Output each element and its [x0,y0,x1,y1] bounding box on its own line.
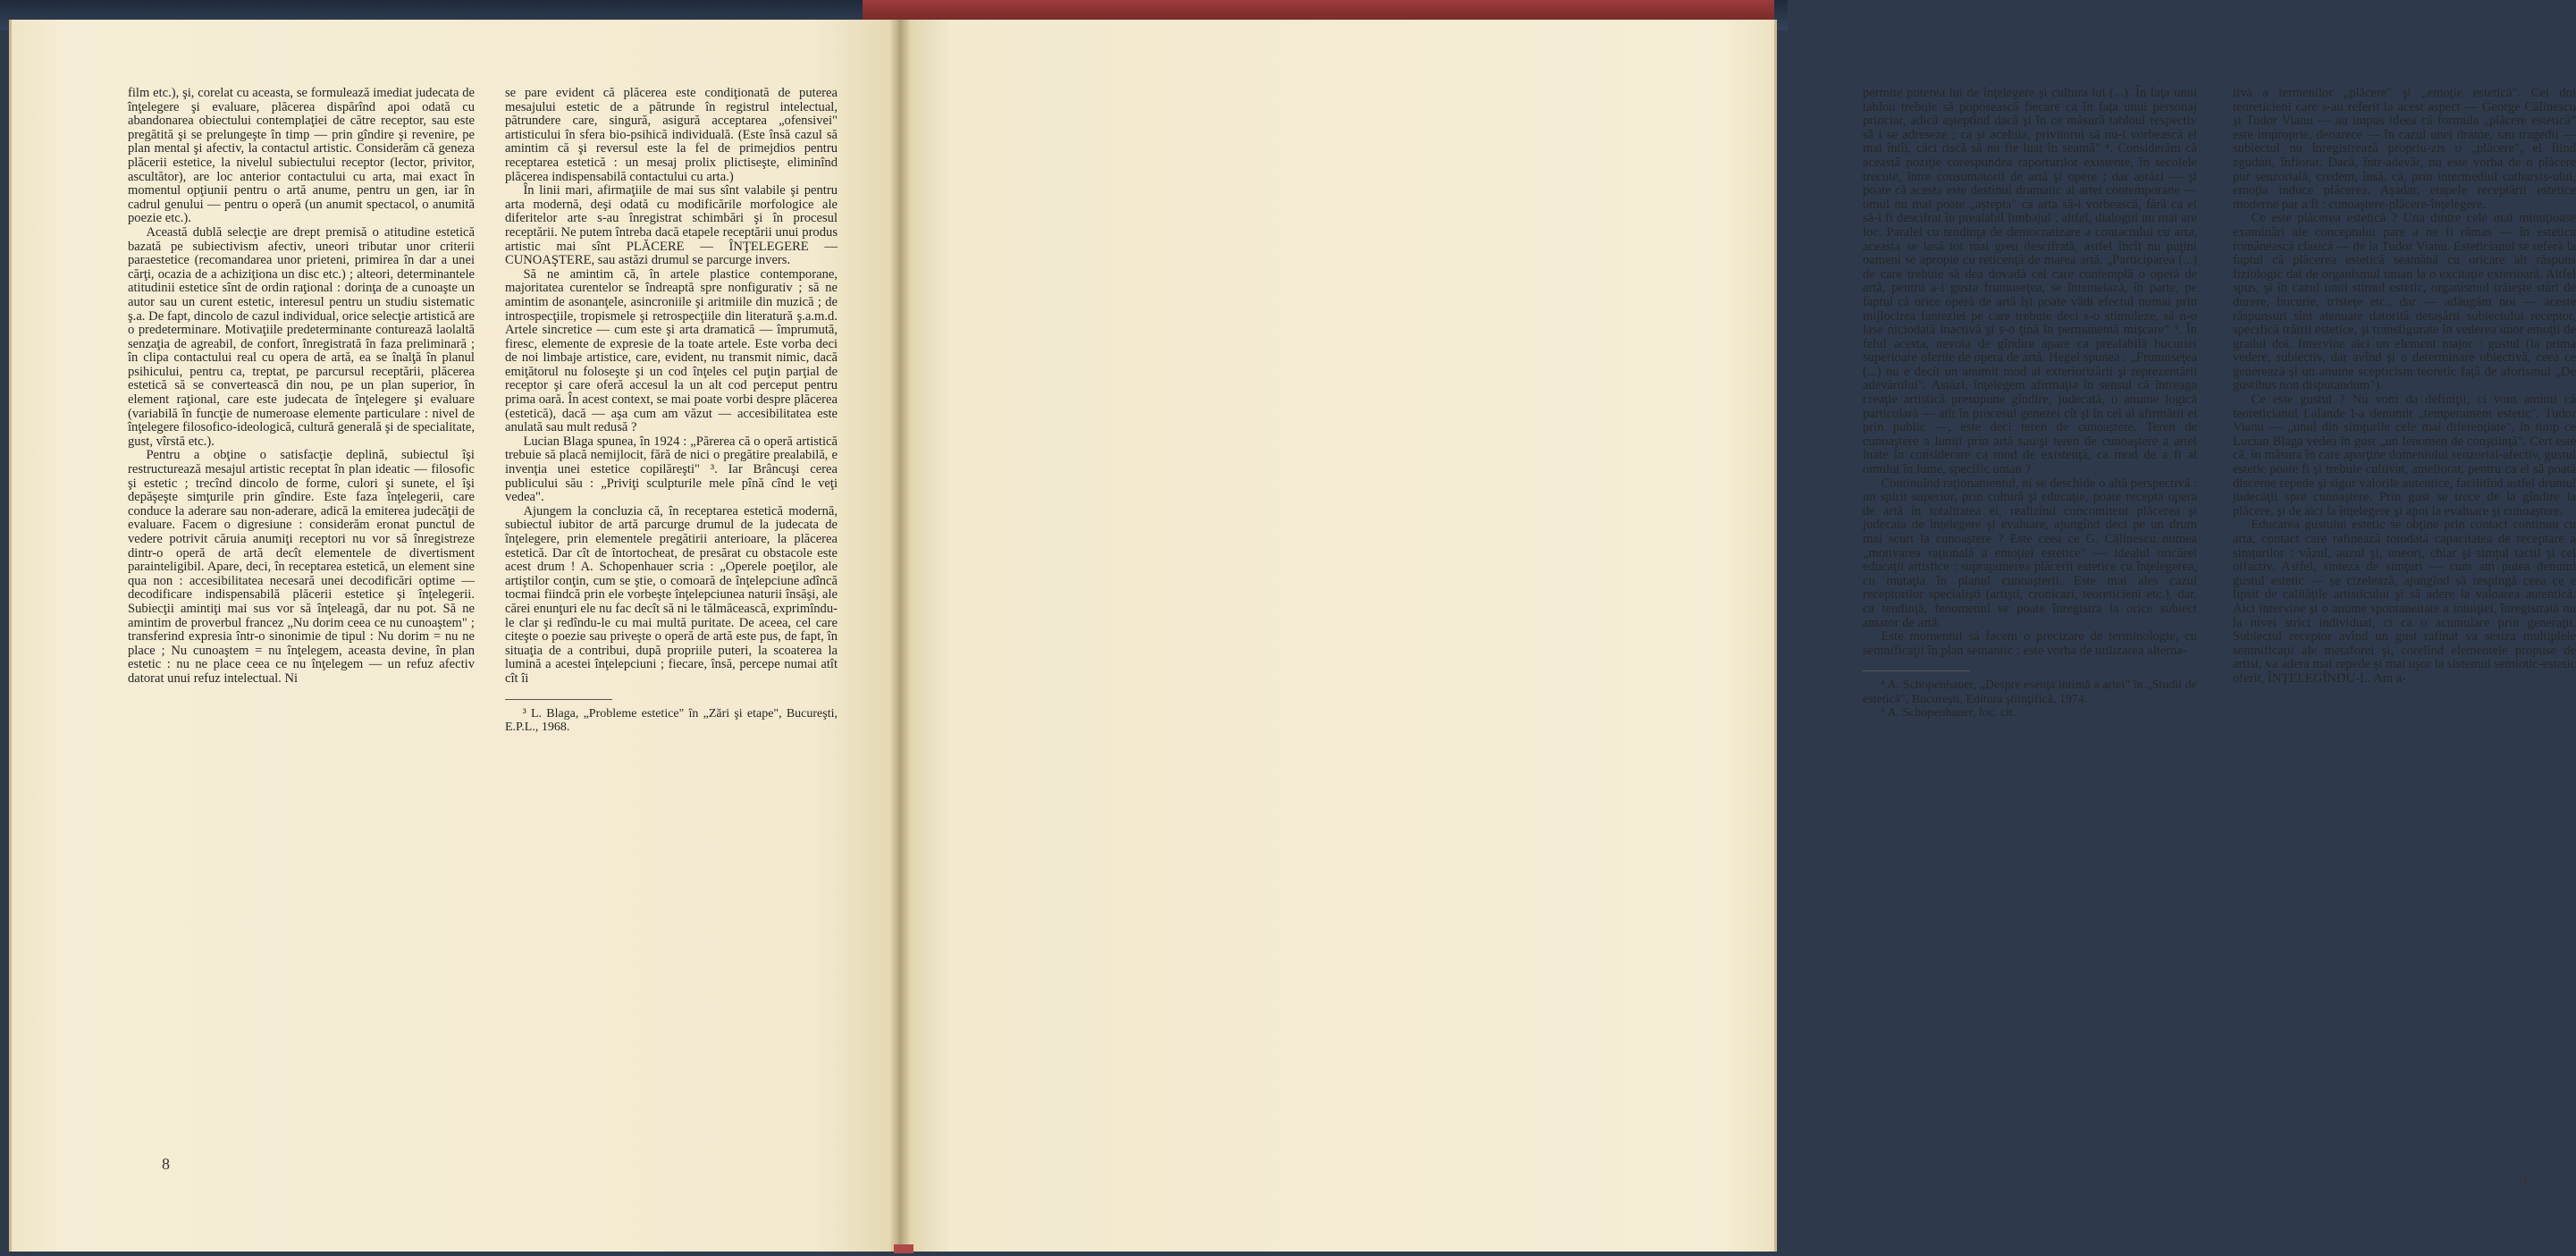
paragraph: Continuînd raţionamentul, ni se deschide o altă perspectivă : un spirit superior, prin cultură şi educaţie, poate recepta opera de artă în totalitatea ei, realizînd concomitent plăcerea şi judecata de înţelegere şi evaluare, ajungînd deci pe un drum mai scurt la cunoaştere ? Este ceea ce G. Călinescu numea „motivarea raţională a emoţiei estetice" — idealul oricărei educaţii artistice : suprapunerea plăcerii estetice cu înţelegerea, cu mutaţia în planul cunoaşterii. Este mai ales cazul receptorilor specialişti (artişti, cronicari, teoreticieni etc.), dar, ca tendinţă, fenomenul se poate înregistra la orice subiect amator de artă. [1863,476,2197,630]
paragraph: tivă a termenilor „plăcere" şi „emoţie estetică". Cei doi teoreticieni care s-au referit la acest aspect — George Călinescu şi Tudor Vianu — au impus ideea că formula „plăcere estetică" este improprie, deoarece — în cazul unei drame, sau tragedii — subiectul nu înregistrează propriu-zis o „plăcere", el fiind zguduit, înfiorat. Dacă, într-adevăr, nu este vorba de o plăcere pur senzorială, credem, însă, că, prin intermediul catharsis-ului, emoţia induce plăcerea. Aşadar, etapele receptării estetice moderne par a fi : cunoaştere-plăcere-înţelegere. [2233,86,2576,212]
right-column-2 [2233,87,2576,687]
left-column-1 [128,87,475,687]
paragraph: În linii mari, afirmaţiile de mai sus sînt valabile şi pentru arta modernă, deşi odată cu modificările morfologice ale diferitelor arte s-au înregistrat schimbări şi în procesul receptării. Ne putem întreba dacă etapele receptării unui produs artistic mai sînt PLĂCERE — ÎNŢELEGERE — CUNOAŞTERE, sau astăzi drumul se parcurge invers. [505,183,838,268]
paragraph: Ce este gustul ? Nu vom da definiţii, ci vom aminti că teoreticianul Lalande l-a denumit „temperament estetic". Tudor Vianu — „unul din simţurile cele mai diferenţiate", în timp ce Lucian Blaga vedea în gust „un fenomen de conştiinţă". Cert este că, în măsura în care aparţine domeniului senzorial-afectiv, gustul estetic poate fi şi trebuie cultivat, ameliorat, pentru ca el să poată discerne repede şi sigur valorile autentice, facilitînd astfel drumul judecăţii spre cunoaştere. Prin gust se trece de la gîndire la plăcere, şi de aici la înţelegere şi apoi la evaluare şi cunoaştere. [2233,392,2576,518]
paragraph: permite puterea lui de înţelegere şi cultura lui (...). În faţa unui tablou trebuie să poposească fiecare ca în faţa unui personaj princiar, adică aşteptînd dacă şi în ce măsură tabloul respectiv să i se adreseze ; ca şi aceluia, privitorul să nu-i vorbească el mai întîi, căci riscă să nu fie luat în seamă" ⁴. Considerăm că această poziţie corespundea raporturilor existente, în secolele trecute, între consumatorii de artă şi opere ; dar astăzi — şi poate că acesta este destinul dramatic al artei contemporane — omul nu mai poate „aştepta" ca arta să-i vorbească, fără ca el să-i fi descifrat în prealabil limbajul ; altfel, dialogul nu mai are loc. Paralel cu tendinţa de democratizare a contactului cu arta, aceasta se lasă tot mai greu descifrată, astfel încît nu puţini oameni se apropie cu reticenţă de marea artă. „Participarea (...) de care trebuie să dea dovadă cel care contemplă o operă de artă, pentru a-i gusta frumuseţea, se întemeiază, în parte, pe faptul că orice operă de artă îşi poate vădi efectul numai prin mijlocirea fanteziei pe care trebuie deci s-o stimuleze, să n-o lase niciodată inactivă şi s-o ţină în permanentă mişcare" ⁵. În felul acesta, nevoia de gîndire apare ca prealabilă bucuriei superioare oferite de opera de artă. Hegel spunea : „Frumuseţea (...) nu e decît un anumit mod al exteriorizării şi reprezentării adevărului". Astăzi, înţelegem afirmaţia în sensul că întreaga creaţie artistică presupune gîndire, judecată, o anume logică particulară — atît în procesul genezei cît şi în cel al afirmării ei prin public —, este deci teren de cunoaştere. Teren de cunoaştere a lumii prin artă sau/şi teren de cunoaştere a artei luate în considerare ca mod de existenţă, ca mod de a fi al omului în lume, specific uman ? [1863,86,2197,477]
left-page [9,20,901,1252]
paragraph: Lucian Blaga spunea, în 1924 : „Părerea că o operă artistică trebuie să placă nemijlocit, fără de nici o pregătire prealabilă, e invenţia unei estetice copilăreşti" ³. Iar Brâncuşi cerea publicului său : „Priviţi sculpturile mele pînă cînd le veţi vedea". [505,434,838,505]
page-number-left: 8 [162,1155,170,1173]
footnote: ⁴ A. Schopenhauer, „Despre esenţa intimă a artei" în „Studii de estetică", Bucureşti, Editura ştiinţifică, 1974. [1863,679,2197,706]
footnote-rule [1863,670,1970,671]
paragraph: Este momentul să facem o precizare de terminologie, cu semnificaţii în plan semantic : este vorba de utilizarea alterna- [1863,629,2197,658]
footnote-rule [505,699,612,700]
book-gutter [889,20,911,1252]
open-book [9,20,2576,1253]
book-cover-red-edge [863,0,1774,20]
paragraph: Să ne amintim că, în artele plastice contemporane, majoritatea curentelor se îndreaptă spre nonfigurativ ; să ne amintim de asonanţele, asincroniile şi aritmiile din muzică ; de introspecţiile, tropismele şi retrospecţiile din literatură ş.a.m.d. Artele sincretice — cum este şi arta dramatică — împrumută, firesc, elemente de expresie de la toate artele. Este vorba deci de noi limbaje artistice, care, evident, nu transmit nimic, dacă emiţătorul nu foloseşte şi un cod înţeles cel puţin parţial de receptor şi care oferă accesul la un alt cod perceput pentru prima oară. În acest context, se mai poate vorbi despre plăcerea (estetică), dacă — aşa cum am văzut — accesibilitatea este anulată sau mult redusă ? [505,266,838,435]
page-number-right: 9 [2519,1173,2527,1191]
paragraph: Această dublă selecţie are drept premisă o atitudine estetică bazată pe subiectivism afectiv, uneori tributar unor criterii paraestetice (recomandarea unor prieteni, primirea în dar a unei cărţi, ocazia de a achiziţiona un disc etc.) ; alteori, determinantele atitudinii estetice sînt de ordin raţional : dorinţa de a cunoaşte un autor sau un curent estetic, interesul pentru un studiu sistematic ş.a. De fapt, dincolo de cazul individual, orice selecţie artistică are o predeterminare. Motivaţiile predeterminante conturează laolaltă senzaţia de agreabil, de confort, înregistrată în faza preliminară ; în clipa contactului real cu opera de artă, ea se înalţă în planul psihicului, pentru ca, treptat, pe parcursul receptării, plăcerea estetică să se convertească din nou, pe un plan superior, în element raţional, care este judecata de înţelegere şi evaluare (variabilă în funcţie de numeroase elemente particulare : nivel de înţelegere filosofico-ideologică, cultură generală şi de specialitate, gust, vîrstă etc.). [128,224,475,449]
right-column-1 [1863,87,2197,721]
footnote: ³ L. Blaga, „Probleme estetice" în „Zări şi etape", Bucureşti, E.P.L., 1968. [505,706,838,735]
paragraph: Ajungem la concluzia că, în receptarea estetică modernă, subiectul iubitor de artă parcurge drumul de la judecata de înţelegere, prin elementele pregătirii anterioare, la plăcerea estetică. Dar cît de întortocheat, de presărat cu obstacole este acest drum ! A. Schopenhauer scria : „Operele poeţilor, ale artiştilor conţin, cum se ştie, o comoară de înţelepciune adîncă tocmai fiindcă prin ele vorbeşte înţelepciunea naturii însăşi, ale cărei enunţuri ele nu fac decît să ni le tălmăcească, exprimîndu-le clar şi redîndu-le cu mai multă puritate. De aceea, cel care citeşte o poezie sau priveşte o operă de artă este pus, de fapt, în situaţia de a contribui, după propriile puteri, la scoaterea la lumină a acestei înţelepciuni ; fiecare, însă, percepe numai atît cît îi [505,503,838,686]
right-page [899,20,2576,1252]
paragraph: film etc.), şi, corelat cu aceasta, se formulează imediat judecata de înţelegere şi evaluare, plăcerea dispărînd apoi odată cu abandonarea obiectului contemplaţiei de către receptor, sau este pregătită şi se prelungeşte în timp — prin gîndire şi revenire, pe plan mental şi afectiv, la contactul artistic. Considerăm că geneza plăcerii estetice, la nivelul subiectului receptor (lector, privitor, ascultător), are loc anterior contactului cu arta, mai exact în momentul opţiunii pentru o artă anume, pentru un gen, iar în cadrul genului — pentru o operă (un anumit spectacol, o anumită poezie etc.). [128,86,475,226]
footnote: ⁵ A. Schopenhauer, loc. cit. [1880,706,2016,721]
paragraph: Pentru a obţine o satisfacţie deplină, subiectul îşi restructurează mesajul artistic receptat în plan ideatic — filosofic şi estetic ; trecînd dincolo de forme, culori şi sunete, el îşi depăşeşte simţurile prin gîndire. Este faza înţelegerii, care conduce la aderare sau non-aderare, adică la emiterea judecăţii de evaluare. Facem o digresiune : considerăm eronat punctul de vedere potrivit căruia anumiţi receptori nu vor să înregistreze dintr-o operă de artă decît elementele de divertisment parainteligibil. Apare, deci, în receptarea estetică, un element sine qua non : accesibilitatea necesară unei decodificări optime — decodificare indispensabilă plăcerii estetice şi înţelegerii. Subiecţii amintiţi mai sus vor să înţeleagă, dar nu pot. Să ne amintim de proverbul francez „Nu dorim ceea ce nu cunoaştem" ; transferind expresia într-o sinonimie de tipul : Nu dorim = nu ne place ; Nu cunoaştem = nu înţelegem, aceasta devine, în plan estetic : nu ne place ceea ce nu înţelegem — un refuz afectiv datorat unui refuz intelectual. Ni [128,448,475,686]
paragraph: se pare evident că plăcerea este condiţionată de puterea mesajului estetic de a pătrunde în registrul intelectual, pătrundere care, singură, asigură acceptarea „ofensivei" artisticului în sfera bio-psihică individuală. (Este însă cazul să amintim că şi reversul este la fel de primejdios pentru receptarea estetică : un mesaj prolix plictiseşte, eliminînd plăcerea indispensabilă contactului cu arta.) [505,86,838,184]
left-column-2 [505,87,838,735]
paragraph: Educarea gustului estetic se obţine prin contact continuu cu arta, contact care rafinează totodată capacitatea de receptare a simţurilor : văzul, auzul şi, uneori, chiar şi simţul tactil şi cel olfactiv. Astfel, sinteza de simţuri — cum am putea denumi gustul estetic — se cizelează, ajungînd să respingă ceea ce e lipsit de calităţile artisticului şi să adere la valoarea autentică. Aici intervine şi o anume spontaneitate a intuiţiei, înregistrată nu la nivel strict individual, ci ca o acumulare prin generaţii. Subiectul receptor avînd un gust rafinat va sesiza multiplele semnificaţii ale metaforei şi, corelînd elementele propuse de artist, va adera mai repede şi mai uşor la sistemul semiotic-estetic oferit, ÎNŢELEGÎNDU-L. Am a- [2233,518,2576,686]
book-spine [894,1244,913,1253]
paragraph: Ce este plăcerea estetică ? Una dintre cele mai minuţioase examinări ale conceptului pare a ne fi rămas — în estetica românească clasică — de la Tudor Vianu. Esteticianul se referă la faptul că plăcerea estetică seamănă cu oricare alt răspuns fiziologic dat de organismul uman la o excitaţie exterioară. Altfel spus, şi în cazul unui stimul estetic, organismul trăieşte stări de durere, bucurie, tristeţe etc., dar — adăugăm noi — aceste răspunsuri sînt atenuate datorită detaşării subiectului receptor, specifică trăirii estetice, şi transfigurate în vederea unor emoţii de gradul doi. Intervine aici un element major : gustul (la prima vedere, subiectiv, dar avînd şi o determinare obiectivă, ceea ce generează şi un anume scepticism teoretic faţă de aforismul „De gustibus non disputandum"). [2233,211,2576,393]
